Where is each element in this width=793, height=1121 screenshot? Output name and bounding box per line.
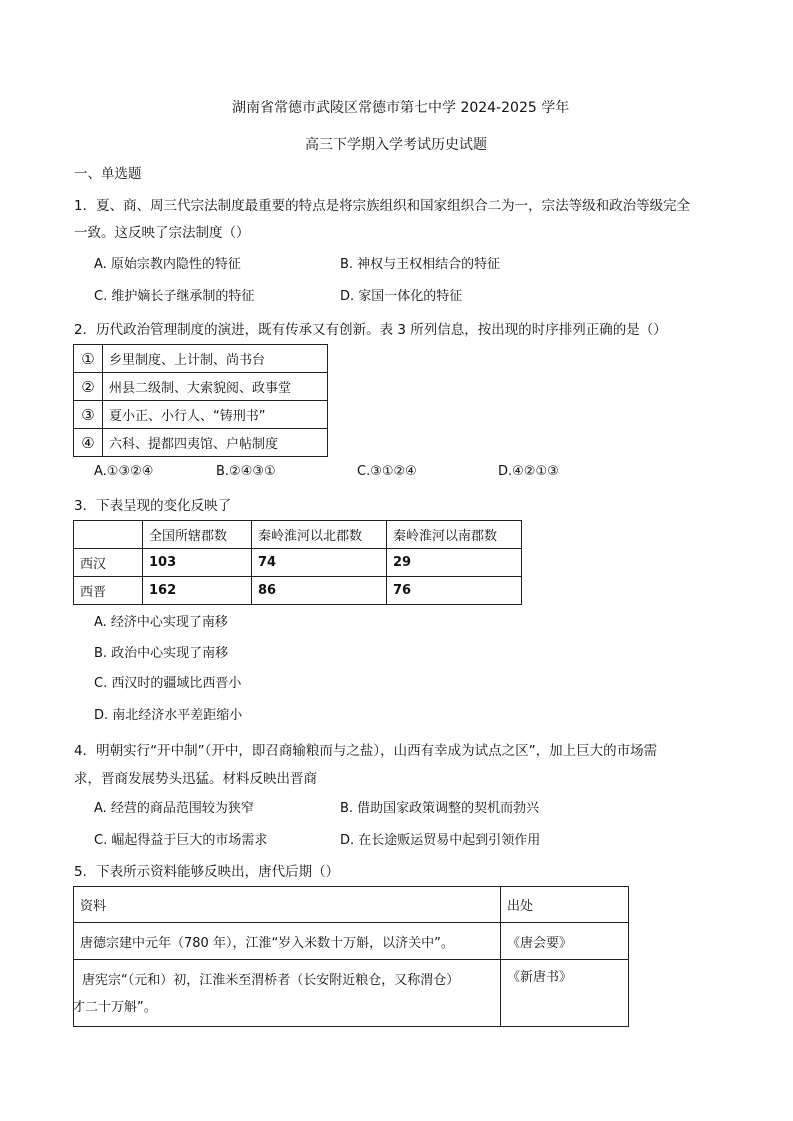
q2-option-c: C.③①②④ bbox=[357, 464, 417, 479]
table-header-cell: 秦岭淮河以北郡数 bbox=[252, 521, 387, 549]
table-cell: 74 bbox=[252, 549, 387, 577]
q2-table bbox=[73, 344, 328, 457]
table-row bbox=[74, 345, 328, 373]
q4-stem-line2: 求，晋商发展势头迅猛。材料反映出晋商 bbox=[74, 771, 317, 787]
q4-stem-line1: 4．明朝实行“开中制”（开中，即召商输粮而与之盐），山西有幸成为试点之区”，加上巨大的市场需 bbox=[74, 743, 658, 759]
table-cell: 《新唐书》 bbox=[501, 960, 629, 1027]
q3-option-a: A. 经济中心实现了南移 bbox=[94, 615, 228, 630]
table-cell: ④ bbox=[74, 429, 103, 457]
table-row bbox=[74, 401, 328, 429]
section-heading: 一、单选题 bbox=[74, 166, 142, 182]
table-cell: 29 bbox=[387, 549, 522, 577]
q5-row2-line1: 唐宪宗“（元和）初，江淮米至渭桥者（长安附近粮仓，又称渭仓） bbox=[82, 973, 460, 988]
q3-option-c: C. 西汉时的疆域比西晋小 bbox=[94, 676, 242, 691]
table-cell: 六科、提都四夷馆、户帖制度 bbox=[103, 429, 328, 457]
q1-stem-line1: 1．夏、商、周三代宗法制度最重要的特点是将宗族组织和国家组织合二为一，宗法等级和政治等级完全 bbox=[74, 198, 691, 214]
q2-stem: 2．历代政治管理制度的演进，既有传承又有创新。表 3 所列信息，按出现的时序排列正确的是（） bbox=[74, 322, 667, 338]
q5-row2-line2: 才二十万斛”。 bbox=[72, 1000, 157, 1015]
table-cell: 76 bbox=[387, 577, 522, 605]
table-header-row bbox=[74, 887, 629, 923]
q1-option-b: B. 神权与王权相结合的特征 bbox=[340, 257, 501, 272]
table-cell: 《唐会要》 bbox=[501, 923, 629, 960]
doc-title-line1: 湖南省常德市武陵区常德市第七中学 2024-2025 学年 bbox=[232, 100, 570, 116]
q3-option-b: B. 政治中心实现了南移 bbox=[94, 646, 229, 661]
table-cell: 西汉 bbox=[74, 549, 143, 577]
table-header-cell: 全国所辖郡数 bbox=[143, 521, 252, 549]
table-cell: 103 bbox=[143, 549, 252, 577]
table-cell: 西晋 bbox=[74, 577, 143, 605]
q5-stem: 5．下表所示资料能够反映出，唐代后期（） bbox=[74, 864, 340, 880]
q3-option-d: D. 南北经济水平差距缩小 bbox=[94, 708, 243, 723]
q1-option-a: A. 原始宗教内隐性的特征 bbox=[94, 257, 241, 272]
table-header-cell: 出处 bbox=[501, 887, 629, 923]
table-row bbox=[74, 577, 522, 605]
table-cell: 唐德宗建中元年（780 年），江淮“岁入米数十万斛，以济关中”。 bbox=[74, 923, 501, 960]
table-cell: 162 bbox=[143, 577, 252, 605]
q2-option-a: A.①③②④ bbox=[94, 464, 154, 479]
q1-option-c: C. 维护嫡长子继承制的特征 bbox=[94, 289, 255, 304]
table-header-cell bbox=[74, 521, 143, 549]
table-cell: 夏小正、小行人、“铸刑书” bbox=[103, 401, 328, 429]
q1-option-d: D. 家国一体化的特征 bbox=[340, 289, 463, 304]
table-cell: ① bbox=[74, 345, 103, 373]
q4-option-a: A. 经营的商品范围较为狭窄 bbox=[94, 801, 254, 816]
q3-stem: 3．下表呈现的变化反映了 bbox=[74, 498, 232, 514]
table-cell: 乡里制度、上计制、尚书台 bbox=[103, 345, 328, 373]
table-row bbox=[74, 429, 328, 457]
q3-table bbox=[73, 520, 522, 605]
table-header-cell: 资料 bbox=[74, 887, 501, 923]
table-header-row bbox=[74, 521, 522, 549]
q2-option-b: B.②④③① bbox=[216, 464, 276, 479]
table-cell: ② bbox=[74, 373, 103, 401]
table-cell: 州县二级制、大索貌阅、政事堂 bbox=[103, 373, 328, 401]
q4-option-c: C. 崛起得益于巨大的市场需求 bbox=[94, 833, 268, 848]
table-row bbox=[74, 549, 522, 577]
table-cell: ③ bbox=[74, 401, 103, 429]
table-row bbox=[74, 923, 629, 960]
doc-title-line2: 高三下学期入学考试历史试题 bbox=[305, 137, 487, 153]
q4-option-b: B. 借助国家政策调整的契机而勃兴 bbox=[340, 801, 540, 816]
q2-option-d: D.④②①③ bbox=[498, 464, 559, 479]
table-header-cell: 秦岭淮河以南郡数 bbox=[387, 521, 522, 549]
q5-table bbox=[73, 886, 629, 1027]
table-row bbox=[74, 373, 328, 401]
table-row bbox=[74, 960, 629, 1027]
q1-stem-line2: 一致。这反映了宗法制度（） bbox=[74, 225, 250, 241]
table-cell bbox=[74, 960, 501, 1027]
table-cell: 86 bbox=[252, 577, 387, 605]
q4-option-d: D. 在长途贩运贸易中起到引领作用 bbox=[340, 833, 541, 848]
